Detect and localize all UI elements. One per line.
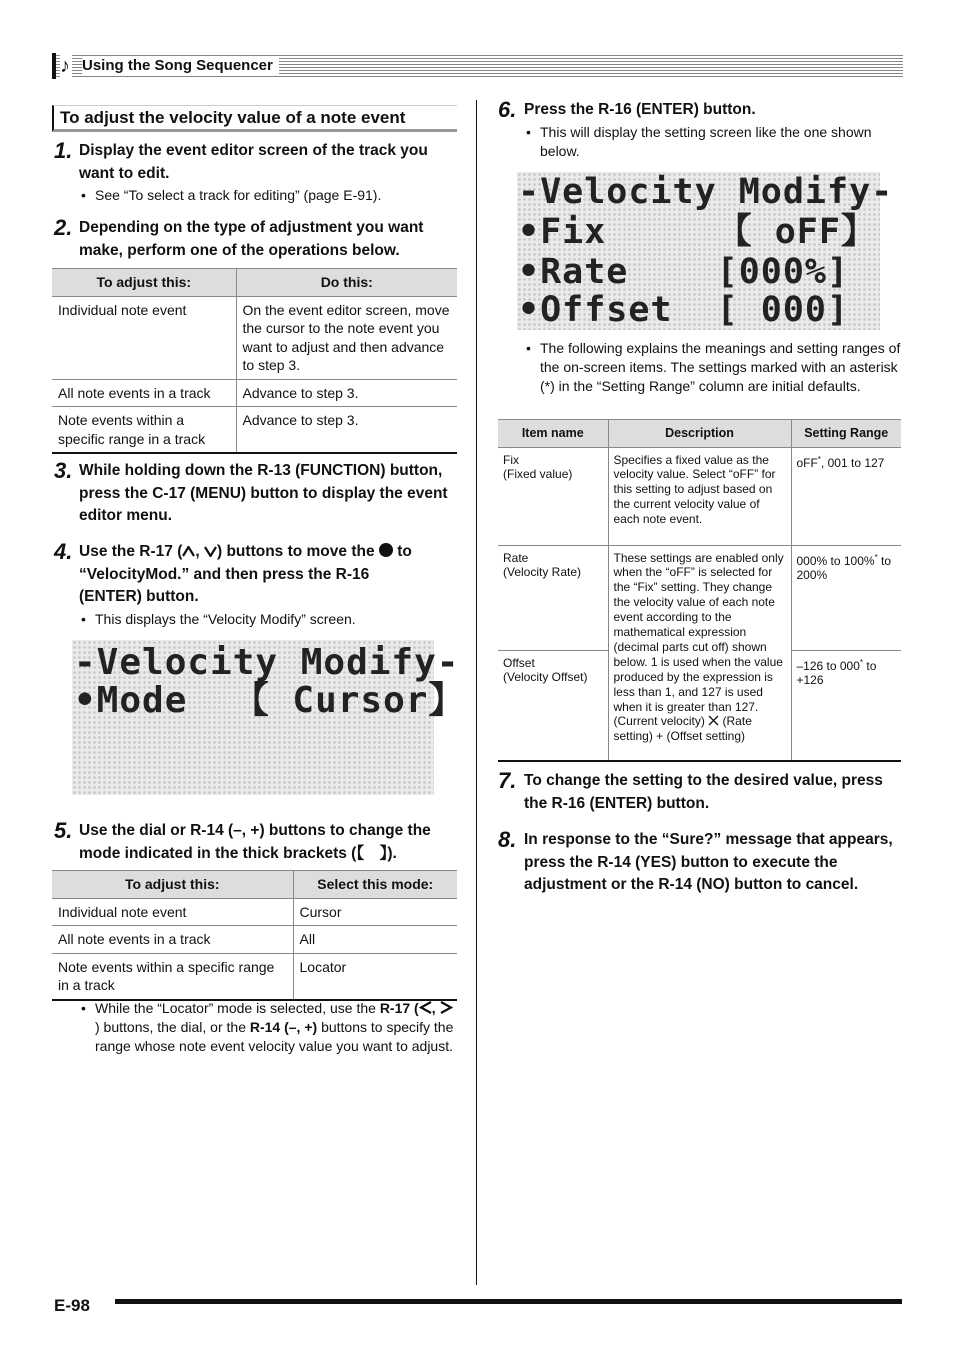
table-cell: Individual note event [52, 898, 293, 926]
lcd-line: -Velocity Modify- [74, 642, 460, 683]
range-text: oFF [796, 455, 818, 470]
lcd-line: •Mode 【 Cursor】 [74, 680, 466, 721]
step-text-part: to [397, 543, 412, 560]
step-number: 8. [498, 827, 517, 852]
up-arrow-icon [182, 542, 195, 553]
table-cell: All [293, 926, 457, 954]
item-subname: (Velocity Rate) [503, 565, 582, 580]
left-arrow-icon [419, 1000, 432, 1013]
step-text: Use the R-17 ( , ) buttons to move the to “VelocityMod.” and then press the R-16 (ENTER) button. [79, 541, 459, 609]
formula-text: (Rate setting) + (Offset setting) [613, 714, 752, 744]
asterisk: * [817, 454, 821, 464]
table-header: Select this mode: [293, 871, 457, 899]
lcd-screen [72, 640, 466, 795]
bullet-text: • While the “Locator” mode is selected, use the R-17 ( , ) buttons, the dial, or the R-14 (–, +) buttons to specify the range whose note event velocity value you want to adjust. [95, 999, 455, 1056]
table-cell: Specifies a fixed value as the velocity value. Select “oFF” for this setting to adjust based on the current velocity value of each note event. [608, 447, 791, 545]
bullet-part: ) buttons, the dial, or the [95, 1019, 250, 1035]
shared-description: These settings are enabled only when the “oFF” is selected for the “Fix” setting. They change the velocity value of each note event according to the mathematical expression (decimal parts cut off) shown below. 1 is used when the value produced by the expression is less than 1, and 127 is used when it is greater than 127. [613, 550, 784, 714]
filled-circle-icon [379, 543, 393, 557]
table-header: Setting Range [791, 420, 901, 448]
lcd-line: •Rate [000%] [518, 252, 850, 292]
section-title [52, 105, 457, 132]
range-text: to 200% [796, 553, 892, 583]
lcd-line: -Velocity Modify- [518, 172, 894, 212]
bullet-text: • See “To select a track for editing” (page E-91). [95, 186, 455, 205]
formula-text: (Current velocity) [613, 714, 709, 729]
header-title: Using the Song Sequencer [82, 57, 279, 75]
settings-table [498, 419, 901, 762]
step-number: 2. [54, 215, 73, 240]
item-subname: (Fixed value) [503, 467, 573, 482]
music-note-icon: ♪ [60, 55, 70, 77]
right-arrow-icon [440, 1000, 453, 1013]
multiply-icon [708, 715, 719, 726]
table-cell [608, 545, 791, 761]
table-header: To adjust this: [52, 269, 236, 297]
step-number: 4. [54, 539, 73, 564]
step-text-part: ) buttons to move the [217, 543, 375, 560]
table-header: To adjust this: [52, 871, 293, 899]
table-row [52, 926, 457, 954]
table-cell: Locator [293, 953, 457, 1000]
footer-rule [115, 1299, 902, 1304]
range-text: to +126 [796, 658, 877, 688]
down-arrow-icon [204, 542, 217, 553]
table-cell [498, 650, 608, 761]
table-row [498, 545, 901, 650]
step-text-part: “VelocityMod.” and then press the R-16 [79, 565, 370, 583]
table-row [52, 953, 457, 1000]
step-text: In response to the “Sure?” message that appears, press the R-14 (YES) button to execute the adjustment or the R-14 (NO) button to cancel. [524, 831, 893, 893]
table-row [52, 898, 457, 926]
item-name: Rate [503, 550, 529, 565]
table-header: Do this: [236, 269, 457, 297]
table-cell: Advance to step 3. [236, 379, 457, 407]
table-cell: Individual note event [52, 296, 236, 379]
bullet-text: • This will display the setting screen like the one shown below. [540, 123, 902, 161]
bullet-text: • The following explains the meanings and setting ranges of the on-screen items. The settings marked with an asterisk (*) in the “Setting Range” column are initial defaults. [540, 339, 902, 396]
step-text-part: (ENTER) button. [79, 588, 199, 605]
step-text: Display the event editor screen of the track you want to edit. [79, 142, 428, 182]
step-text-part: Use the R-17 ( [79, 543, 183, 560]
item-name: Offset [503, 655, 535, 670]
step-number: 7. [498, 768, 517, 793]
step-number: 1. [54, 138, 73, 163]
step-number: 5. [54, 818, 73, 843]
lcd-line: •Fix 【 oFF】 [518, 212, 877, 252]
table-cell [791, 545, 901, 650]
step-number: 6. [498, 97, 517, 122]
table-cell [791, 447, 901, 545]
table-cell: Cursor [293, 898, 457, 926]
item-name: Fix [503, 452, 519, 467]
step-text: To change the setting to the desired value, press the R-16 (ENTER) button. [524, 772, 883, 812]
table-cell: Note events within a specific range in a track [58, 958, 275, 993]
bullet-part: buttons to specify the range whose note event velocity value you want to adjust. [95, 1019, 454, 1054]
table-cell: Advance to step 3. [236, 407, 457, 454]
bullet-part: R-14 (–, +) [249, 1019, 318, 1035]
table-row [52, 407, 457, 454]
mode-table [52, 870, 457, 1001]
step-number: 3. [54, 458, 73, 483]
step-text: Use the dial or R-14 (–, +) buttons to change the mode indicated in the thick brackets (【 】). [79, 822, 431, 862]
table-cell [498, 447, 608, 545]
bullet-part: R-17 ( [379, 1000, 419, 1016]
section-title-text: To adjust the velocity value of a note event [60, 108, 406, 127]
header-bar [52, 53, 56, 79]
bullet-part: While the “Locator” mode is selected, use the [95, 1000, 380, 1016]
step-text: Depending on the type of adjustment you want make, perform one of the operations below. [79, 219, 424, 259]
range-text: –126 to 000 [796, 658, 860, 673]
asterisk: * [874, 552, 878, 562]
table-cell: All note events in a track [52, 926, 293, 954]
asterisk: * [859, 657, 864, 667]
page-number: E-98 [54, 1296, 90, 1315]
table-row [52, 379, 457, 407]
table-cell [791, 650, 901, 761]
table-cell [498, 545, 608, 650]
table-cell: Note events within a specific range in a track [58, 412, 206, 447]
table-header: Item name [498, 420, 608, 448]
range-text: , 001 to 127 [820, 455, 885, 470]
table-row [498, 447, 901, 545]
table-cell: On the event editor screen, move the cursor to the note event you want to adjust and then advance to step 3. [236, 296, 457, 379]
adjust-table [52, 268, 457, 454]
page-header [52, 53, 903, 79]
table-row [52, 296, 457, 379]
item-subname: (Velocity Offset) [503, 670, 588, 685]
range-text: 000% to 100% [796, 553, 875, 568]
step-text: Press the R-16 (ENTER) button. [524, 101, 756, 118]
lcd-screen [517, 172, 894, 330]
column-divider [476, 100, 477, 1285]
table-header: Description [608, 420, 791, 448]
bullet-text: • This displays the “Velocity Modify” screen. [95, 610, 455, 629]
table-cell: All note events in a track [52, 379, 236, 407]
step-text: While holding down the R-13 (FUNCTION) button, press the C-17 (MENU) button to display the event editor menu. [79, 462, 448, 524]
lcd-line: •Offset [ 000] [518, 290, 850, 330]
